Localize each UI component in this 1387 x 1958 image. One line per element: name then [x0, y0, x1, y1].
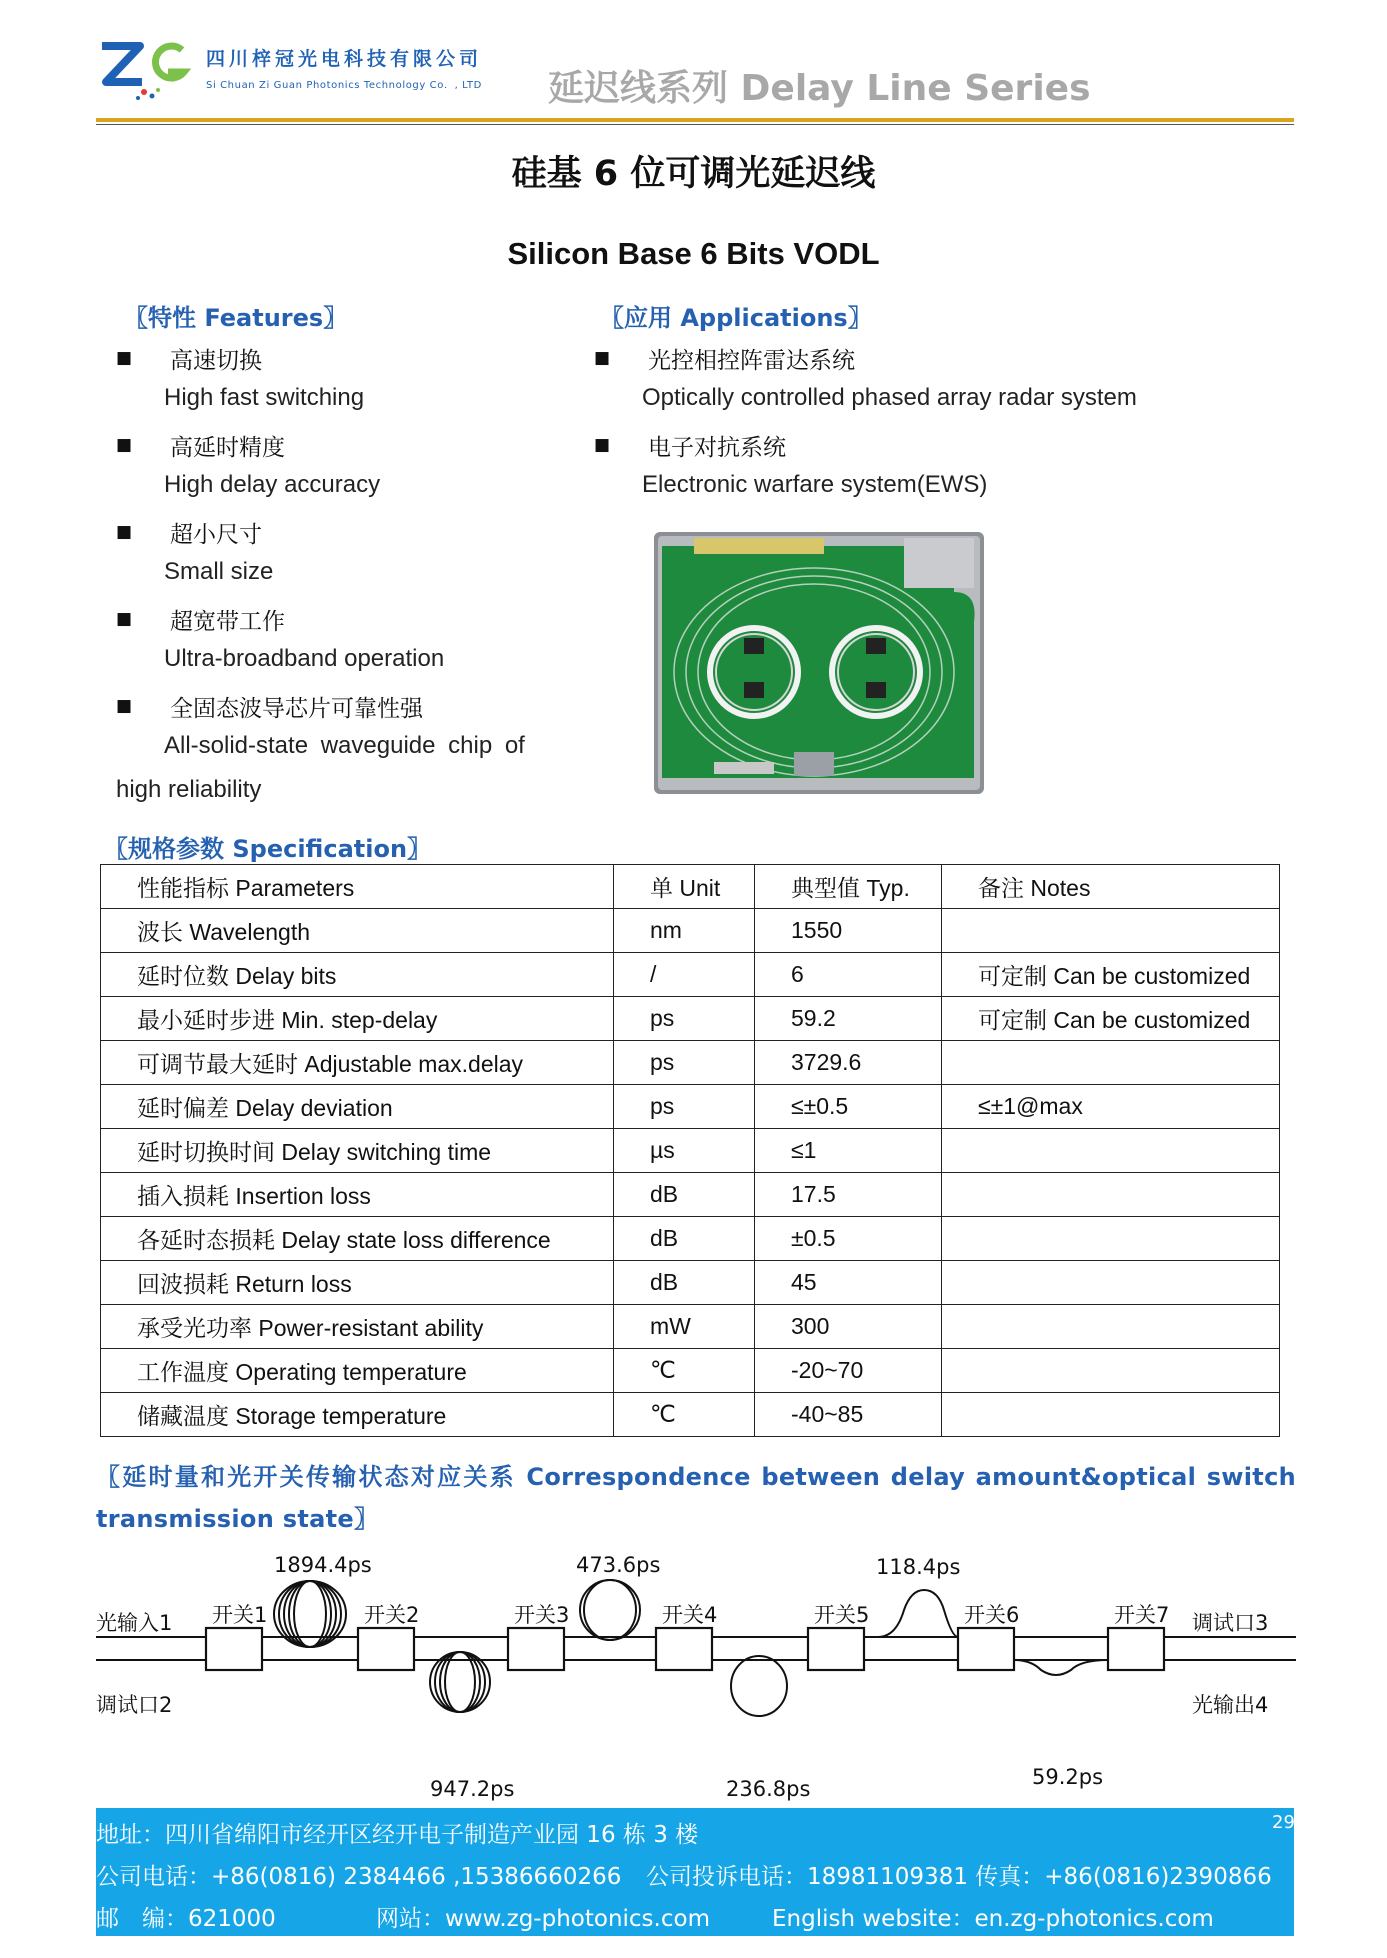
- header-rule-thin: [96, 124, 1294, 125]
- table-cell: ps: [614, 1085, 755, 1129]
- table-cell: [942, 1041, 1280, 1085]
- table-cell: [942, 1261, 1280, 1305]
- table-cell: 可定制 Can be customized: [942, 953, 1280, 997]
- switch-label: 开关5: [814, 1603, 870, 1627]
- footer-english-website[interactable]: English website：en.zg-photonics.com: [772, 1906, 1214, 1932]
- table-cell: ≤±0.5: [755, 1085, 942, 1129]
- company-logo: [96, 36, 196, 104]
- debug-port-3-label: 调试口3: [1192, 1611, 1269, 1635]
- table-row: [101, 1217, 1280, 1261]
- switch-label: 开关1: [212, 1603, 268, 1627]
- switch-box: [358, 1628, 414, 1670]
- table-row: [101, 1041, 1280, 1085]
- feature-en-cont: high reliability: [116, 776, 262, 803]
- table-cell: 回波损耗 Return loss: [101, 1261, 614, 1305]
- switch-box: [508, 1628, 564, 1670]
- table-row: [101, 1085, 1280, 1129]
- feature-cn: 高速切换: [170, 348, 262, 374]
- table-cell: 储藏温度 Storage temperature: [101, 1393, 614, 1437]
- table-row: [101, 1261, 1280, 1305]
- application-en: Electronic warfare system(EWS): [642, 471, 988, 498]
- delay-label: 1894.4ps: [274, 1553, 372, 1577]
- table-cell: 最小延时步进 Min. step-delay: [101, 997, 614, 1041]
- table-cell: 可定制 Can be customized: [942, 997, 1280, 1041]
- delay-label: 947.2ps: [430, 1777, 515, 1801]
- table-cell: 3729.6: [755, 1041, 942, 1085]
- header-rule: [96, 118, 1294, 122]
- page-number: 29: [1272, 1812, 1295, 1833]
- table-cell: µs: [614, 1129, 755, 1173]
- application-en: Optically controlled phased array radar system: [642, 384, 1137, 411]
- table-row: [101, 1173, 1280, 1217]
- table-row: [101, 997, 1280, 1041]
- feature-en: Small size: [164, 558, 274, 585]
- table-cell: [942, 1305, 1280, 1349]
- application-cn: 电子对抗系统: [648, 435, 786, 461]
- table-cell: nm: [614, 909, 755, 953]
- table-cell: 1550: [755, 909, 942, 953]
- bullet-icon: ■: [594, 435, 611, 455]
- bullet-icon: ■: [116, 435, 133, 455]
- delay-switch-diagram: [96, 1550, 1296, 1810]
- feature-cn: 全固态波导芯片可靠性强: [170, 696, 423, 722]
- input-label: 光输入1: [96, 1611, 173, 1635]
- table-cell: dB: [614, 1173, 755, 1217]
- table-cell: 6: [755, 953, 942, 997]
- table-cell: ±0.5: [755, 1217, 942, 1261]
- series-title: 延迟线系列 Delay Line Series: [548, 68, 1091, 109]
- table-cell: 插入损耗 Insertion loss: [101, 1173, 614, 1217]
- feature-cn: 高延时精度: [170, 435, 285, 461]
- table-cell: 延时位数 Delay bits: [101, 953, 614, 997]
- footer: [96, 1808, 1294, 1936]
- table-cell: 波长 Wavelength: [101, 909, 614, 953]
- switch-label: 开关3: [514, 1603, 570, 1627]
- feature-cn: 超小尺寸: [170, 522, 262, 548]
- table-cell: dB: [614, 1261, 755, 1305]
- table-cell: 300: [755, 1305, 942, 1349]
- delay-label: 236.8ps: [726, 1777, 811, 1801]
- table-header-cell: 性能指标 Parameters: [101, 865, 614, 909]
- switch-box: [808, 1628, 864, 1670]
- features-heading: 〖特性 Features〗: [124, 304, 348, 332]
- switch-box: [656, 1628, 712, 1670]
- footer-website[interactable]: 网站：www.zg-photonics.com: [376, 1906, 710, 1932]
- table-header-row: [101, 865, 1280, 909]
- table-cell: [942, 1349, 1280, 1393]
- switch-label: 开关4: [662, 1603, 718, 1627]
- table-row: [101, 909, 1280, 953]
- table-cell: -20~70: [755, 1349, 942, 1393]
- table-cell: 承受光功率 Power-resistant ability: [101, 1305, 614, 1349]
- table-cell: [942, 1393, 1280, 1437]
- table-cell: ≤1: [755, 1129, 942, 1173]
- delay-label: 473.6ps: [576, 1553, 661, 1577]
- feature-en: All-solid-state waveguide chip of: [164, 732, 525, 759]
- table-cell: 延时偏差 Delay deviation: [101, 1085, 614, 1129]
- feature-en: Ultra-broadband operation: [164, 645, 445, 672]
- footer-complaint-phone: 公司投诉电话：18981109381 传真：+86(0816)2390866: [646, 1864, 1272, 1890]
- table-cell: [942, 1129, 1280, 1173]
- bullet-icon: ■: [116, 609, 133, 629]
- company-name-cn: 四川梓冠光电科技有限公司: [206, 48, 483, 70]
- switch-label: 开关6: [964, 1603, 1020, 1627]
- switch-label: 开关7: [1114, 1603, 1170, 1627]
- bullet-icon: ■: [594, 348, 611, 368]
- table-cell: 各延时态损耗 Delay state loss difference: [101, 1217, 614, 1261]
- spec-heading: 〖规格参数 Specification〗: [104, 835, 432, 863]
- footer-phone: 公司电话：+86(0816) 2384466 ,15386660266: [96, 1864, 622, 1890]
- table-cell: 17.5: [755, 1173, 942, 1217]
- table-cell: ≤±1@max: [942, 1085, 1280, 1129]
- table-row: [101, 1349, 1280, 1393]
- bullet-icon: ■: [116, 522, 133, 542]
- debug-port-2-label: 调试口2: [96, 1693, 173, 1717]
- switch-box: [206, 1628, 262, 1670]
- table-cell: mW: [614, 1305, 755, 1349]
- footer-postcode: 邮 编：621000: [96, 1906, 276, 1932]
- product-photo: [654, 532, 984, 794]
- table-row: [101, 1393, 1280, 1437]
- page-title-cn: 硅基 6 位可调光延迟线: [511, 154, 876, 194]
- table-cell: 工作温度 Operating temperature: [101, 1349, 614, 1393]
- table-cell: ℃: [614, 1349, 755, 1393]
- footer-address: 地址：四川省绵阳市经开区经开电子制造产业园 16 栋 3 楼: [96, 1822, 699, 1848]
- table-cell: [942, 909, 1280, 953]
- output-label: 光输出4: [1192, 1693, 1269, 1717]
- table-row: [101, 1305, 1280, 1349]
- table-row: [101, 953, 1280, 997]
- table-header-cell: 单 Unit: [614, 865, 755, 909]
- table-row: [101, 1129, 1280, 1173]
- table-cell: ps: [614, 997, 755, 1041]
- table-cell: 45: [755, 1261, 942, 1305]
- feature-en: High fast switching: [164, 384, 365, 411]
- table-cell: ps: [614, 1041, 755, 1085]
- applications-heading: 〖应用 Applications〗: [600, 304, 872, 332]
- feature-en: High delay accuracy: [164, 471, 381, 498]
- company-name-en: Si Chuan Zi Guan Photonics Technology Co．, LTD: [206, 80, 482, 91]
- bullet-icon: ■: [116, 348, 133, 368]
- table-cell: -40~85: [755, 1393, 942, 1437]
- delay-label: 59.2ps: [1032, 1765, 1104, 1789]
- page-title-en: Silicon Base 6 Bits VODL: [507, 236, 880, 271]
- switch-box: [958, 1628, 1014, 1670]
- table-cell: [942, 1173, 1280, 1217]
- application-cn: 光控相控阵雷达系统: [648, 348, 855, 374]
- bullet-icon: ■: [116, 696, 133, 716]
- table-cell: [942, 1217, 1280, 1261]
- correspondence-heading: 〖延时量和光开关传输状态对应关系 Correspondence between delay amount&optical switch transmission state〗: [96, 1463, 1296, 1533]
- spec-table: [100, 864, 1280, 1437]
- table-header-cell: 备注 Notes: [942, 865, 1280, 909]
- switch-label: 开关2: [364, 1603, 420, 1627]
- table-cell: 可调节最大延时 Adjustable max.delay: [101, 1041, 614, 1085]
- table-cell: 59.2: [755, 997, 942, 1041]
- delay-label: 118.4ps: [876, 1555, 961, 1579]
- table-cell: ℃: [614, 1393, 755, 1437]
- switch-box: [1108, 1628, 1164, 1670]
- feature-cn: 超宽带工作: [170, 609, 285, 635]
- table-header-cell: 典型值 Typ.: [755, 865, 942, 909]
- table-cell: 延时切换时间 Delay switching time: [101, 1129, 614, 1173]
- table-cell: /: [614, 953, 755, 997]
- table-cell: dB: [614, 1217, 755, 1261]
